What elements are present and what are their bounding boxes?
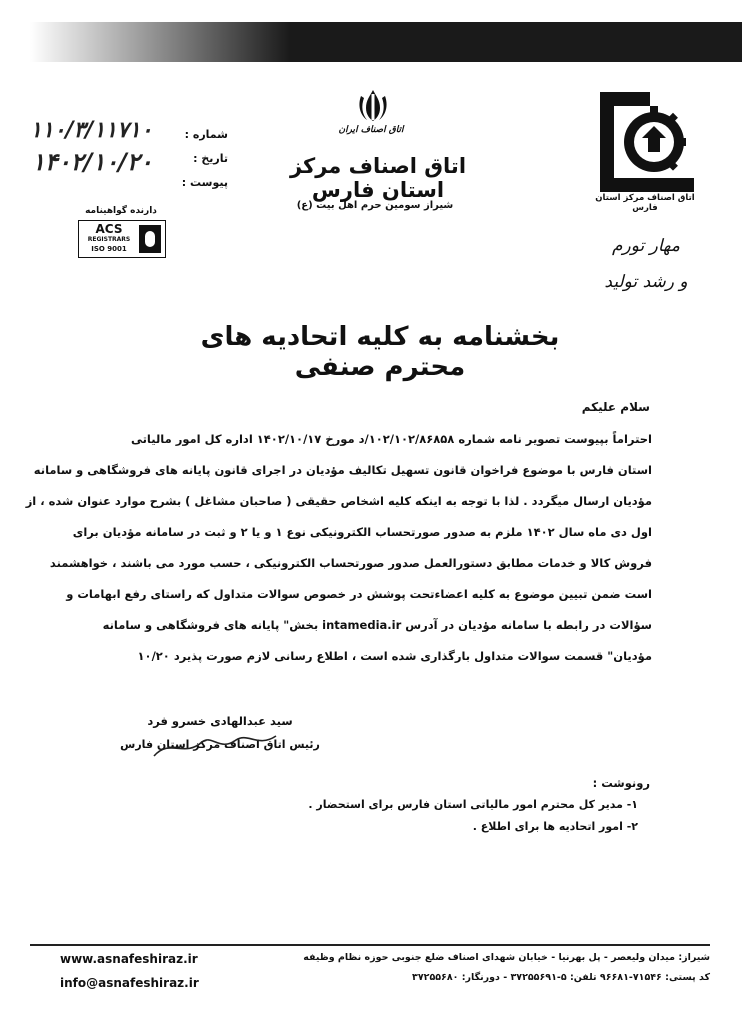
signature-mark: [150, 728, 290, 764]
number-value-handwritten: ۱۱۰/۳/۱۱۷۱۰: [30, 118, 153, 143]
cc-label: رونوشت :: [592, 776, 650, 790]
body-line: مؤدیان ارسال میگردد . لذا با توجه به اینکه کلیه اشخاص حقیقی ( صاحبان مشاغل ) بشرح موارد عنوان شده ، از: [25, 494, 652, 508]
cc-item: ۲- امور اتحادیه ها برای اطلاع .: [472, 820, 638, 833]
attachment-label: پیوست :: [181, 176, 228, 189]
signer-title: رئیس اتاق اصناف مرکز استان فارس: [120, 738, 320, 751]
body-line: سؤالات در رابطه با سامانه مؤدیان در آدرس intamedia.ir بخش" پایانه های فروشگاهی و سامانه: [102, 618, 652, 632]
handwritten-note-line1: مهار تورم: [612, 236, 680, 256]
footer-divider: [30, 944, 710, 946]
footer-contact: کد پستی: ۷۱۵۴۶-۹۶۶۸۱ تلفن: ۵-۳۷۲۵۵۶۹۱ - دورنگار: ۳۷۲۵۵۶۸۰: [412, 972, 710, 983]
footer-website[interactable]: www.asnafeshiraz.ir: [60, 952, 198, 966]
iran-emblem-icon: [356, 88, 390, 124]
guild-logo-icon: [600, 92, 694, 192]
logo-caption: اتاق اصناف مرکز استان فارس: [595, 193, 695, 213]
letter-title: بخشنامه به کلیه اتحادیه های محترم صنفی: [200, 322, 560, 382]
letter-body: [25, 424, 652, 672]
date-label: تاریخ :: [193, 152, 228, 165]
body-line: اول دی ماه سال ۱۴۰۲ ملزم به صدور صورتحساب الکترونیکی نوع ۱ و یا ۲ و ثبت در سامانه مؤدیان برای: [72, 525, 652, 539]
greeting: سلام علیکم: [581, 400, 650, 414]
number-label: شماره :: [184, 128, 228, 141]
cc-item: ۱- مدیر کل محترم امور مالیاتی استان فارس برای استحضار .: [308, 798, 638, 811]
org-name: اتاق اصناف مرکز استان فارس: [289, 154, 467, 202]
cert-emblem-icon: [139, 225, 161, 253]
certificate-label: دارنده گواهینامه: [85, 206, 157, 216]
footer-address: شیراز: میدان ولیعصر - پل بهرنیا - خیابان شهدای اصناف ضلع جنوبی حوزه نظام وظیفه: [303, 952, 710, 963]
cert-badge-brand: ACS: [95, 222, 123, 236]
cert-badge-registrars: REGISTRARS: [87, 236, 131, 243]
body-line: فروش کالا و خدمات مطابق دستورالعمل صدور صورتحساب الکترونیکی ، حسب مورد می باشند ، خواهشمند: [49, 556, 652, 570]
signer-name: سید عبدالهادی خسرو فرد: [147, 714, 293, 728]
body-line: احتراماً بپیوست تصویر نامه شماره ۱۰۲/۱۰۲/۸۶۸۵۸/د مورخ ۱۴۰۲/۱۰/۱۷ اداره کل امور مالیاتی: [130, 432, 652, 446]
org-small-label: اتاق اصناف ایران: [338, 125, 404, 135]
cert-badge-iso: ISO 9001: [91, 245, 127, 253]
header-band-fade: [30, 22, 290, 62]
handwritten-note-line2: و رشد تولید: [604, 272, 688, 292]
date-value-handwritten: ۱۴۰۲/۱۰/۲۰: [32, 148, 153, 176]
body-line: مؤدیان" قسمت سوالات متداول بارگذاری شده است ، اطلاع رسانی لازم صورت پذیرد ۱۰/۲۰: [137, 649, 652, 663]
body-line: است ضمن تبیین موضوع به کلیه اعضاءتحت پوشش در خصوص سوالات متداول که راستای رفع ابهامات و: [66, 587, 652, 601]
footer-email[interactable]: info@asnafeshiraz.ir: [60, 976, 199, 990]
iso-certificate-badge: [78, 220, 166, 258]
org-slogan: شیراز سومین حرم اهل بیت (ع): [296, 200, 454, 211]
body-line: استان فارس با موضوع فراخوان قانون تسهیل تکالیف مؤدیان در اجرای قانون پایانه های فروشگاهی و سامانه: [33, 463, 652, 477]
